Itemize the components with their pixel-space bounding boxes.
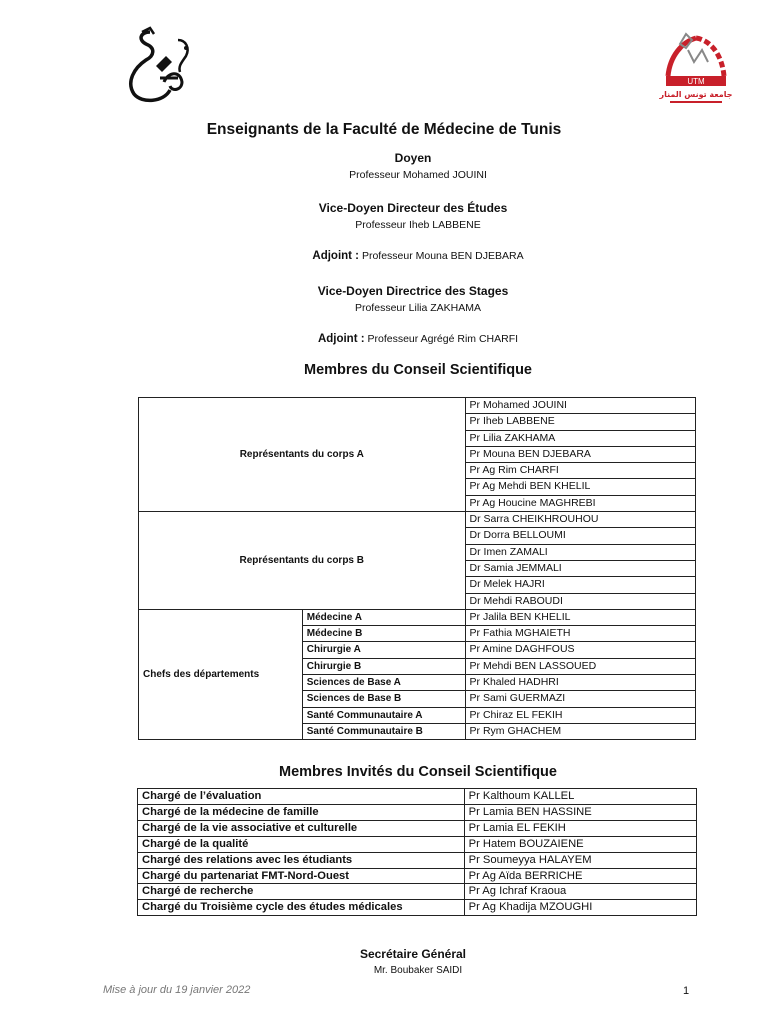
table-row [138, 804, 697, 820]
member-cell: Pr Ag Aïda BERRICHE [464, 868, 696, 884]
adjoint-1-name: Professeur Mouna BEN DJEBARA [361, 250, 524, 262]
member-cell: Pr Ag Houcine MAGHREBI [465, 495, 695, 511]
member-cell: Dr Melek HAJRI [465, 577, 695, 593]
page-number: 1 [683, 985, 690, 997]
table-row [138, 900, 697, 916]
member-cell: Pr Lamia BEN HASSINE [464, 804, 696, 820]
role-cell: Chargé de la qualité [138, 836, 465, 852]
guests-table [137, 788, 697, 916]
member-cell: Pr Fathia MGHAIETH [465, 626, 695, 642]
member-cell: Pr Lilia ZAKHAMA [465, 430, 695, 446]
member-cell: Pr Rym GHACHEM [465, 723, 695, 739]
vice-stages-heading: Vice-Doyen Directrice des Stages [317, 284, 509, 298]
member-cell: Pr Khaled HADHRI [465, 675, 695, 691]
doyen-name: Professeur Mohamed JOUINI [349, 169, 487, 181]
university-logo-icon [658, 26, 734, 108]
page-title: Enseignants de la Faculté de Médecine de Tunis [206, 121, 562, 138]
table-row [139, 512, 696, 528]
department-cell: Santé Communautaire A [302, 707, 465, 723]
department-cell: Sciences de Base B [302, 691, 465, 707]
member-cell: Pr Ag Mehdi BEN KHELIL [465, 479, 695, 495]
role-cell: Chargé de la médecine de famille [138, 804, 465, 820]
member-cell: Pr Ag Ichraf Kraoua [464, 884, 696, 900]
role-cell: Chargé des relations avec les étudiants [138, 852, 465, 868]
department-cell: Chirurgie A [302, 642, 465, 658]
role-cell: Chargé de l’évaluation [138, 789, 465, 805]
table-row [138, 852, 697, 868]
department-cell: Médecine A [302, 609, 465, 625]
guests-title: Membres Invités du Conseil Scientifique [279, 764, 557, 780]
table-row [138, 884, 697, 900]
department-cell: Sciences de Base A [302, 675, 465, 691]
council-table [138, 397, 696, 740]
vice-etudes-heading: Vice-Doyen Directeur des Études [318, 201, 508, 215]
department-cell: Santé Communautaire B [302, 723, 465, 739]
department-cell: Médecine B [302, 626, 465, 642]
member-cell: Pr Ag Khadija MZOUGHI [464, 900, 696, 916]
doyen-heading: Doyen [394, 151, 432, 165]
faculty-logo-icon [120, 26, 200, 104]
secretary-heading: Secrétaire Général [359, 947, 467, 961]
secretary-name: Mr. Boubaker SAIDI [373, 965, 463, 976]
table-row [138, 868, 697, 884]
role-cell: Chargé du Troisième cycle des études médicales [138, 900, 465, 916]
table-row [139, 609, 696, 625]
role-cell: Chargé de recherche [138, 884, 465, 900]
adjoint-2-name: Professeur Agrégé Rim CHARFI [367, 333, 519, 345]
role-cell: Chargé du partenariat FMT-Nord-Ouest [138, 868, 465, 884]
table-row [138, 789, 697, 805]
member-cell: Pr Iheb LABBENE [465, 414, 695, 430]
member-cell: Pr Mohamed JOUINI [465, 398, 695, 414]
member-cell: Pr Mehdi BEN LASSOUED [465, 658, 695, 674]
chefs-label: Chefs des départements [139, 609, 303, 739]
vice-etudes-name: Professeur Iheb LABBENE [355, 219, 481, 231]
svg-text:جامعة تونس المنار: جامعة تونس المنار [659, 90, 733, 99]
member-cell: Dr Samia JEMMALI [465, 560, 695, 576]
adjoint-2-label: Adjoint : [317, 333, 365, 345]
member-cell: Pr Hatem BOUZAIENE [464, 836, 696, 852]
member-cell: Pr Mouna BEN DJEBARA [465, 446, 695, 462]
member-cell: Pr Chiraz EL FEKIH [465, 707, 695, 723]
member-cell: Dr Sarra CHEIKHROUHOU [465, 512, 695, 528]
member-cell: Pr Jalila BEN KHELIL [465, 609, 695, 625]
corps-a-label: Représentants du corps A [139, 398, 466, 512]
table-row [138, 820, 697, 836]
member-cell: Dr Mehdi RABOUDI [465, 593, 695, 609]
role-cell: Chargé de la vie associative et culturelle [138, 820, 465, 836]
member-cell: Pr Soumeyya HALAYEM [464, 852, 696, 868]
council-title: Membres du Conseil Scientifique [303, 362, 532, 378]
svg-text:UTM: UTM [687, 77, 705, 86]
footer-date: Mise à jour du 19 janvier 2022 [103, 984, 251, 996]
corps-b-label: Représentants du corps B [139, 512, 466, 610]
table-row [139, 398, 696, 414]
member-cell: Pr Amine DAGHFOUS [465, 642, 695, 658]
member-cell: Dr Dorra BELLOUMI [465, 528, 695, 544]
vice-stages-name: Professeur Lilia ZAKHAMA [354, 302, 482, 314]
member-cell: Pr Sami GUERMAZI [465, 691, 695, 707]
department-cell: Chirurgie B [302, 658, 465, 674]
member-cell: Pr Lamia EL FEKIH [464, 820, 696, 836]
table-row [138, 836, 697, 852]
member-cell: Pr Kalthoum KALLEL [464, 789, 696, 805]
adjoint-2 [0, 333, 768, 345]
adjoint-1-label: Adjoint : [312, 250, 360, 262]
adjoint-1 [0, 250, 768, 262]
member-cell: Pr Ag Rim CHARFI [465, 463, 695, 479]
member-cell: Dr Imen ZAMALI [465, 544, 695, 560]
